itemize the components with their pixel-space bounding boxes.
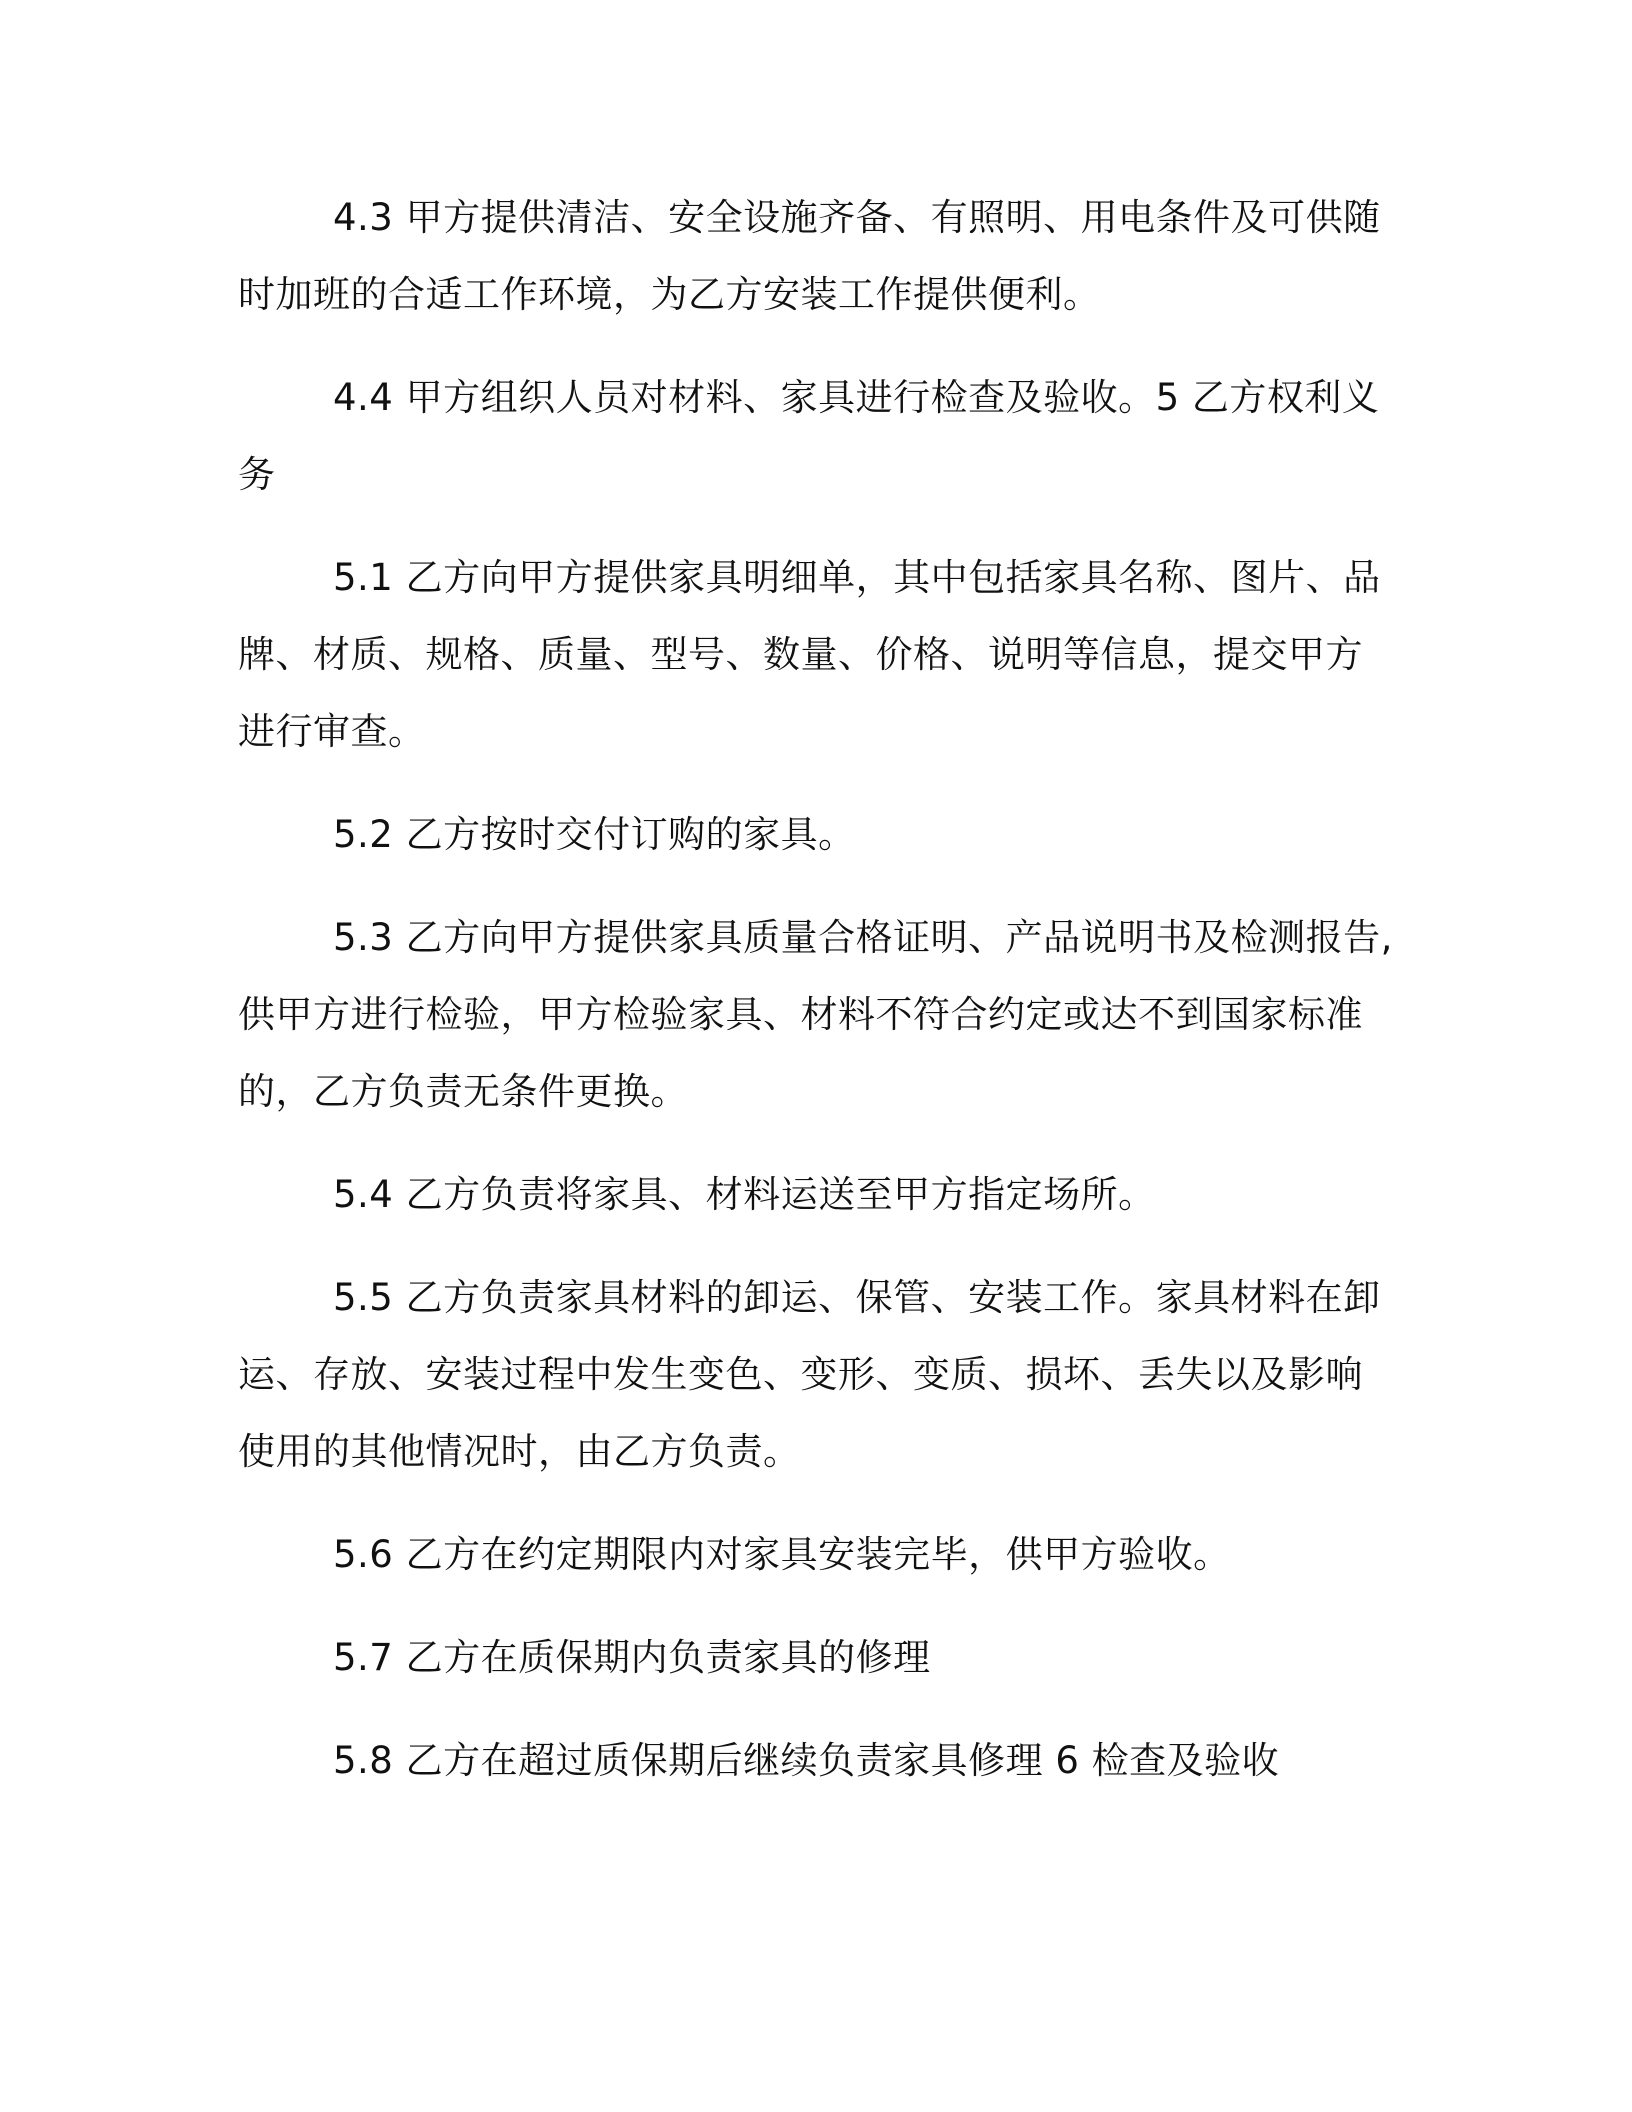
clause-5-1-line-3: 进行审查。: [238, 710, 426, 753]
clause-5-5-line-2: 运、存放、安装过程中发生变色、变形、变质、损坏、丢失以及影响: [238, 1353, 1363, 1396]
clause-5-5-line-3: 使用的其他情况时，由乙方负责。: [238, 1430, 801, 1473]
clause-4-4-line-1: 4.4 甲方组织人员对材料、家具进行检查及验收。5 乙方权利义: [333, 376, 1380, 419]
clause-5-6-line-1: 5.6 乙方在约定期限内对家具安装完毕，供甲方验收。: [333, 1533, 1231, 1576]
clause-4-3-line-1: 4.3 甲方提供清洁、安全设施齐备、有照明、用电条件及可供随: [333, 196, 1381, 239]
clause-5-3-line-1: 5.3 乙方向甲方提供家具质量合格证明、产品说明书及检测报告,: [333, 916, 1393, 959]
clause-5-5-line-1: 5.5 乙方负责家具材料的卸运、保管、安装工作。家具材料在卸: [333, 1276, 1381, 1319]
clause-5-8-line-1: 5.8 乙方在超过质保期后继续负责家具修理 6 检查及验收: [333, 1739, 1280, 1782]
clause-5-4-line-1: 5.4 乙方负责将家具、材料运送至甲方指定场所。: [333, 1173, 1156, 1216]
clause-5-7-line-1: 5.7 乙方在质保期内负责家具的修理: [333, 1636, 931, 1679]
clause-5-3-line-3: 的，乙方负责无条件更换。: [238, 1070, 688, 1113]
clause-5-1-line-1: 5.1 乙方向甲方提供家具明细单，其中包括家具名称、图片、品: [333, 556, 1381, 599]
clause-4-3-line-2: 时加班的合适工作环境，为乙方安装工作提供便利。: [238, 273, 1101, 316]
clause-5-3-line-2: 供甲方进行检验，甲方检验家具、材料不符合约定或达不到国家标准: [238, 993, 1363, 1036]
clause-5-1-line-2: 牌、材质、规格、质量、型号、数量、价格、说明等信息，提交甲方: [238, 633, 1363, 676]
clause-4-4-line-2: 务: [238, 453, 276, 496]
clause-5-2-line-1: 5.2 乙方按时交付订购的家具。: [333, 813, 856, 856]
